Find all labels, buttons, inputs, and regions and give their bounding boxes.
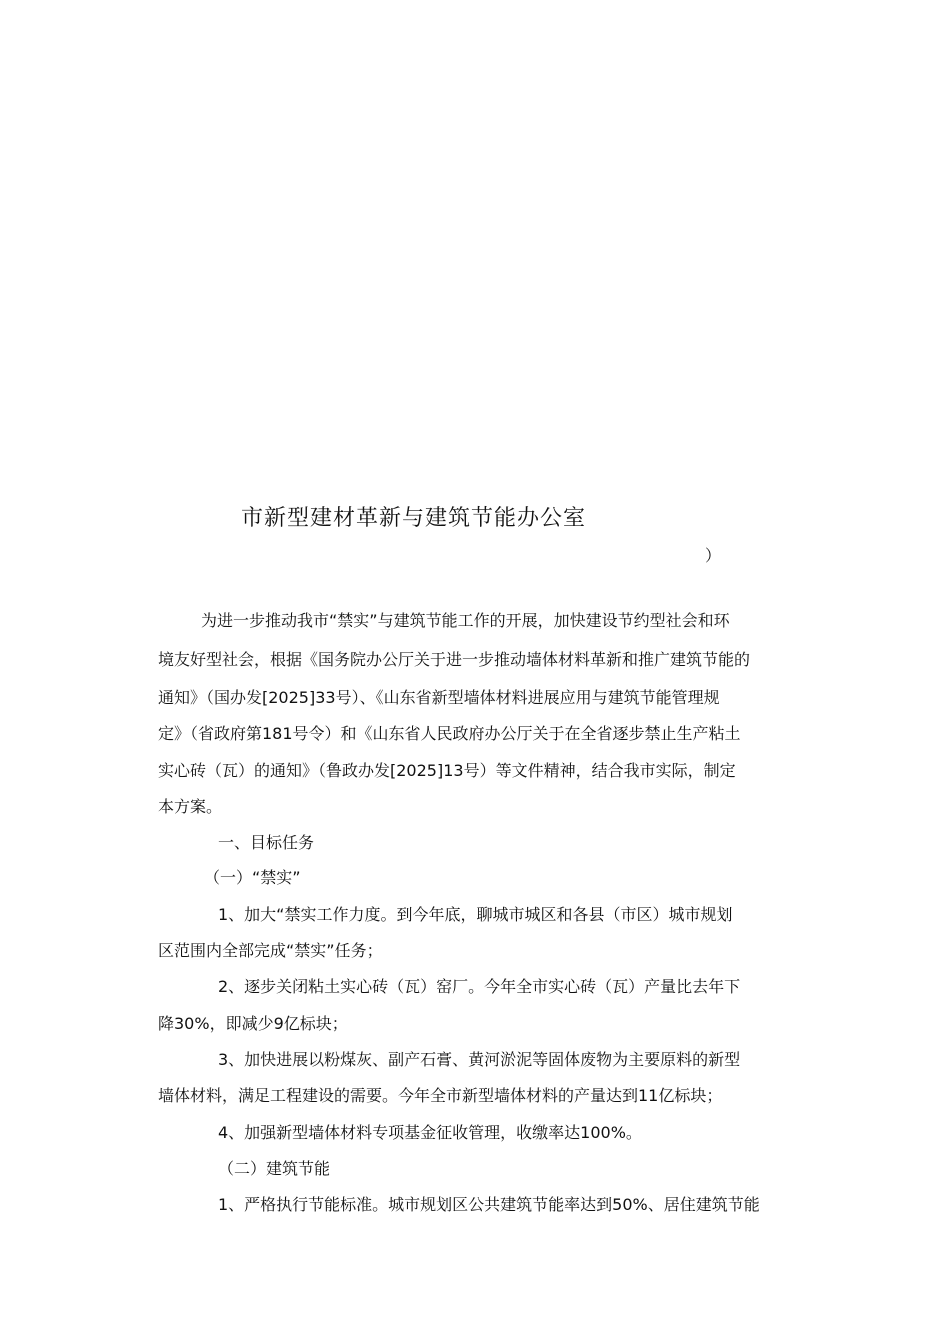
closing-parenthesis: ） — [705, 546, 722, 565]
document-title: 市新型建材革新与建筑节能办公室 — [241, 506, 587, 531]
list-item-line: 区范围内全部完成“禁实”任务； — [158, 941, 383, 960]
list-item-line: 1、严格执行节能标准。城市规划区公共建筑节能率达到50%、居住建筑节能 — [218, 1195, 760, 1214]
subsection-heading: （二）建筑节能 — [218, 1159, 331, 1178]
list-item-line: 2、逐步关闭粘土实心砖（瓦）窑厂。今年全市实心砖（瓦）产量比去年下 — [218, 977, 741, 996]
paragraph-line: 境友好型社会，根据《国务院办公厅关于进一步推动墙体材料革新和推广建筑节能的 — [158, 650, 751, 669]
paragraph-line: 通知》（国办发[2025]33号）、《山东省新型墙体材料进展应用与建筑节能管理规 — [158, 688, 720, 707]
list-item-line: 4、加强新型墙体材料专项基金征收管理，收缴率达100%。 — [218, 1123, 642, 1142]
list-item-line: 降30%，即减少9亿标块； — [158, 1014, 348, 1033]
paragraph-line: 实心砖（瓦）的通知》（鲁政办发[2025]13号）等文件精神，结合我市实际，制定 — [158, 761, 736, 780]
paragraph-line: 为进一步推动我市“禁实”与建筑节能工作的开展，加快建设节约型社会和环 — [201, 611, 730, 630]
list-item-line: 3、加快进展以粉煤灰、副产石膏、黄河淤泥等固体废物为主要原料的新型 — [218, 1050, 741, 1069]
list-item-line: 墙体材料，满足工程建设的需要。今年全市新型墙体材料的产量达到11亿标块； — [158, 1086, 723, 1105]
section-heading: 一、目标任务 — [218, 833, 315, 852]
paragraph-line: 定》（省政府第181号令）和《山东省人民政府办公厅关于在全省逐步禁止生产粘土 — [158, 724, 741, 743]
list-item-line: 1、加大“禁实工作力度。到今年底，聊城市城区和各县（市区）城市规划 — [218, 905, 733, 924]
subsection-heading: （一）“禁实” — [204, 868, 301, 887]
paragraph-line: 本方案。 — [158, 797, 223, 816]
